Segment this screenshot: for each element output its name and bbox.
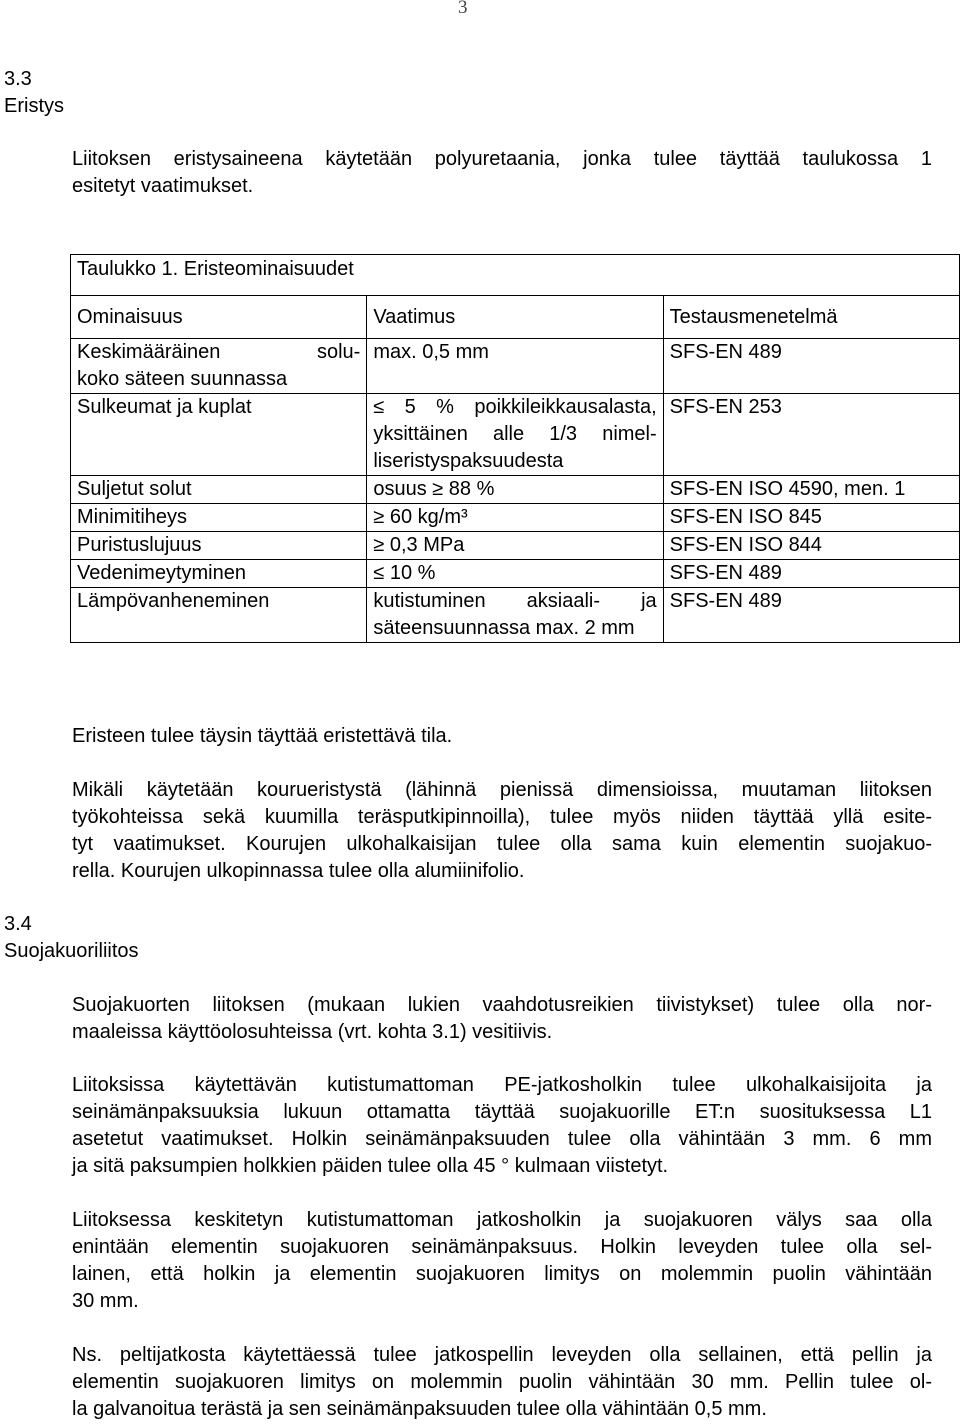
text-line: seinämänpaksuuksia lukuun ottamatta täyttää suojakuorille ET:n suosituksessa L1 — [72, 1101, 932, 1123]
page-number: 3 — [458, 0, 468, 18]
paragraph-joints — [72, 992, 932, 1046]
cell-text: Sulkeumat ja kuplat — [77, 396, 252, 418]
text-line: Liitoksissa käytettävän kutistumattoman PE-jatkosholkin tulee ulkohalkaisijoita ja — [72, 1074, 932, 1096]
cell-text: ≤ 5 % poikkileikkausalasta, — [373, 396, 657, 418]
text-line: työkohteissa sekä kuumilla teräsputkipinnoilla), tulee myös niiden täyttää yllä esite- — [72, 806, 932, 828]
cell-text: max. 0,5 mm — [373, 341, 489, 363]
table-row — [71, 504, 960, 532]
header-requirement: Vaatimus — [367, 296, 663, 339]
text-line: tyt vaatimukset. Kourujen ulkohalkaisijan tulee olla sama kuin elementin suojakuo- — [72, 833, 932, 855]
cell-text: Suljetut solut — [77, 478, 192, 500]
table-row — [71, 394, 960, 476]
cell-text: SFS-EN 489 — [669, 341, 782, 363]
text-line: Mikäli käytetään kourueristystä (lähinnä pienissä dimensioissa, muutaman liitoksen — [72, 779, 932, 801]
paragraph-sleeve — [72, 1072, 932, 1180]
header-property: Ominaisuus — [71, 296, 367, 339]
cell-text: SFS-EN 489 — [669, 590, 782, 612]
table-row — [71, 588, 960, 643]
cell-text: SFS-EN ISO 845 — [669, 506, 822, 528]
text-line: Eristeen tulee täysin täyttää eristettävä tila. — [72, 725, 453, 747]
text-line: 30 mm. — [72, 1290, 139, 1312]
section-3-3-heading — [4, 66, 64, 120]
paragraph-sheet — [72, 1342, 932, 1423]
text-line: lainen, että holkin ja elementin suojakuoren limitys on molemmin puolin vähintään — [72, 1263, 932, 1285]
cell-text: säteensuunnassa max. 2 mm — [373, 617, 635, 639]
section-number: 3.3 — [4, 68, 32, 90]
text-line: asetetut vaatimukset. Holkin seinämänpaksuuden tulee olla vähintään 3 mm. 6 mm — [72, 1128, 932, 1150]
cell-text: SFS-EN ISO 844 — [669, 534, 822, 556]
text-line: la galvanoitua terästä ja sen seinämänpaksuuden tulee olla vähintään 0,5 mm. — [72, 1398, 767, 1420]
paragraph-jacket — [72, 777, 932, 885]
cell-text: SFS-EN 253 — [669, 396, 782, 418]
paragraph-fill — [72, 723, 932, 750]
cell-text: ≥ 0,3 MPa — [373, 534, 465, 556]
cell-text: Keskimääräinen solu- — [77, 341, 361, 363]
text-line: Ns. peltijatkosta käytettäessä tulee jatkospellin leveyden olla sellainen, että pellin ja — [72, 1344, 932, 1366]
properties-table — [70, 254, 960, 643]
section-3-4-heading — [4, 911, 139, 965]
cell-text: ≥ 60 kg/m³ — [373, 506, 468, 528]
table-row — [71, 532, 960, 560]
paragraph-gap — [72, 1207, 932, 1315]
text-line: ja sitä paksumpien holkkien päiden tulee olla 45 ° kulmaan viistetyt. — [72, 1155, 669, 1177]
cell-text: Minimitiheys — [77, 506, 188, 528]
header-method: Testausmenetelmä — [663, 296, 959, 339]
section-title: Eristys — [4, 95, 64, 117]
text-line: elementin suojakuoren limitys on molemmin puolin vähintään 30 mm. Pellin tulee ol- — [72, 1371, 932, 1393]
table-caption: Taulukko 1. Eristeominaisuudet — [71, 255, 960, 296]
cell-text: osuus ≥ 88 % — [373, 478, 495, 500]
cell-text: SFS-EN ISO 4590, men. 1 — [669, 478, 906, 500]
intro-paragraph — [72, 146, 932, 200]
text-line: Liitoksessa keskitetyn kutistumattoman jatkosholkin ja suojakuoren välys saa olla — [72, 1209, 932, 1231]
text-line: rella. Kourujen ulkopinnassa tulee olla alumiinifolio. — [72, 860, 525, 882]
text-line: maaleissa käyttöolosuhteissa (vrt. kohta 3.1) vesitiivis. — [72, 1021, 553, 1043]
section-title: Suojakuoriliitos — [4, 940, 139, 962]
text-line: enintään elementin suojakuoren seinämänpaksuus. Holkin leveyden tulee olla sel- — [72, 1236, 932, 1258]
cell-text: koko säteen suunnassa — [77, 368, 288, 390]
text-line: esitetyt vaatimukset. — [72, 175, 254, 197]
cell-text: yksittäinen alle 1/3 nimel- — [373, 423, 657, 445]
section-number: 3.4 — [4, 913, 32, 935]
text-line: Liitoksen eristysaineena käytetään polyuretaania, jonka tulee täyttää taulukossa 1 — [72, 148, 932, 170]
cell-text: kutistuminen aksiaali- ja — [373, 590, 657, 612]
text-line: Suojakuorten liitoksen (mukaan lukien vaahdotusreikien tiivistykset) tulee olla nor- — [72, 994, 932, 1016]
cell-text: Lämpövanheneminen — [77, 590, 270, 612]
table-row — [71, 476, 960, 504]
table-row — [71, 339, 960, 394]
cell-text: Puristuslujuus — [77, 534, 202, 556]
table-row — [71, 560, 960, 588]
cell-text: liseristyspaksuudesta — [373, 450, 564, 472]
cell-text: ≤ 10 % — [373, 562, 436, 584]
cell-text: Vedenimeytyminen — [77, 562, 246, 584]
cell-text: SFS-EN 489 — [669, 562, 782, 584]
